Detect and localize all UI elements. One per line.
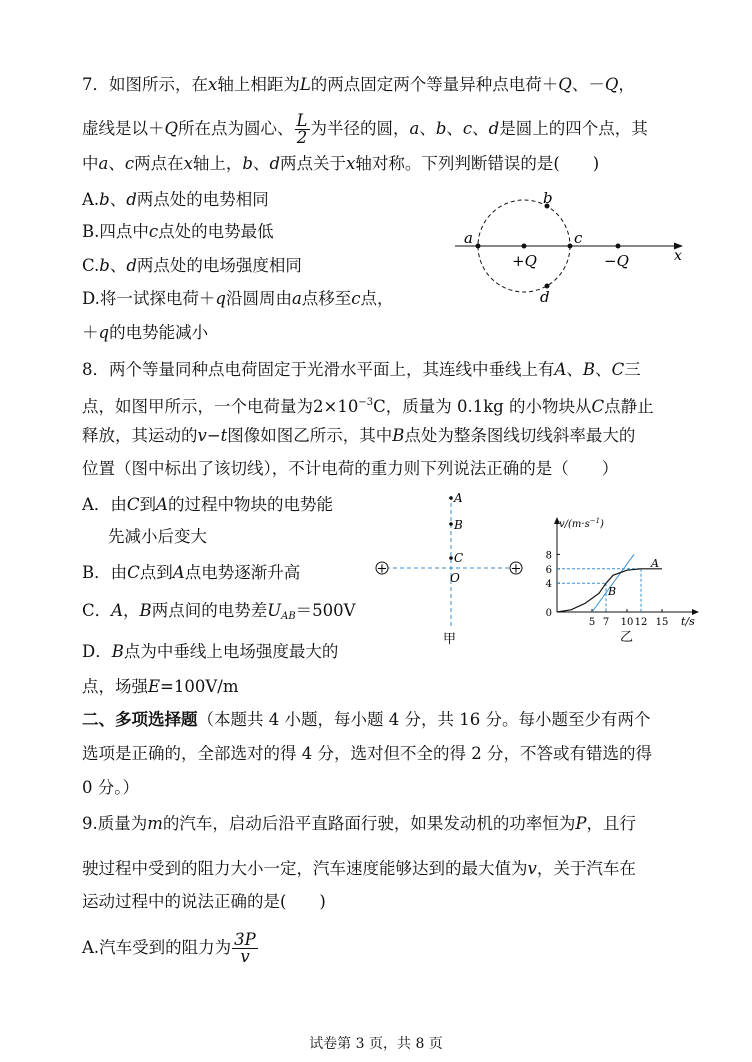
y-tick-label: 0 <box>545 608 552 619</box>
q8-stem-line1: 8．两个等量同种点电荷固定于光滑水平面上，其连线中垂线上有A、B、C三 <box>82 360 641 379</box>
q9-stem-line1: 9.质量为m的汽车，启动后沿平直路面行驶，如果发动机的功率恒为P，且行 <box>82 814 637 833</box>
point-B-label: B <box>608 585 617 599</box>
q7-stem-line3: 中a、c两点在x轴上，b、d两点关于x轴对称。下列判断错误的是( ) <box>82 154 600 173</box>
q7-option-d-line1: D.将一试探电荷＋q沿圆周由a点移至c点， <box>82 289 394 308</box>
x-tick-label: 5 <box>588 617 596 628</box>
label-d: d <box>540 288 550 303</box>
caption-jia: 甲 <box>443 632 457 647</box>
q8-stem-line3: 释放，其运动的v−t图像如图乙所示，其中B点处为整条图线切线斜率最大的 <box>82 426 636 445</box>
x-axis-label: t/s <box>681 615 695 628</box>
point-A-label: A <box>651 556 659 570</box>
label-b: b <box>543 189 553 207</box>
point-c <box>568 244 573 249</box>
q8-figure-jia <box>370 488 535 648</box>
point-B <box>449 522 453 526</box>
q8-option-a-line2: 先减小后变大 <box>108 527 207 546</box>
q7-figure <box>450 188 690 303</box>
q8-option-c: C．A，B两点间的电势差$U_{AB}=500V$ <box>82 601 356 622</box>
label-B: B <box>454 518 463 532</box>
point-a <box>476 244 481 249</box>
q7-option-b: B.四点中c点处的电势最低 <box>82 222 274 241</box>
point-A <box>449 496 453 500</box>
label-O: O <box>450 571 460 585</box>
right-charge-sign: + <box>510 561 522 577</box>
x-tick-label: 12 <box>634 617 648 628</box>
q9-stem-line2: 驶过程中受到的阻力大小一定，汽车速度能够达到的最大值为v，关于汽车在 <box>82 859 636 878</box>
y-axis-label: $v/(m\cdot s^{-1})$ <box>559 517 604 530</box>
y-tick-label: 8 <box>545 550 552 562</box>
label-A: A <box>454 491 463 505</box>
q8-stem-line4: 位置（图中标出了该切线），不计电荷的重力则下列说法正确的是（ ） <box>82 459 619 478</box>
y-tick-label: 6 <box>545 564 552 576</box>
q9-option-a: A.汽车受到的阻力为 $\frac{3P}{v}$ <box>82 930 256 966</box>
left-charge-sign: + <box>376 561 388 577</box>
label-x: x <box>674 248 682 264</box>
q8-option-b: B．由C点到A点电势逐渐升高 <box>82 563 301 582</box>
q8-option-d-line1: D．B点为中垂线上电场强度最大的 <box>82 642 339 661</box>
y-tick-label: 4 <box>545 579 552 591</box>
section2-line3: 0 分。） <box>82 778 139 797</box>
q7-stem-line2: 虚线是以＋Q所在点为圆心、 $\frac{L}{2}$ 为半径的圆，a、b、c、d是圆上的四个点，其 <box>82 111 648 147</box>
q7-stem-line1: 7．如图所示，在x轴上相距为L的两点固定两个等量异种点电荷＋Q、－Q， <box>82 75 635 94</box>
x-tick-label: 7 <box>602 617 610 628</box>
page-footer: 试卷第 3 页，共 8 页 <box>309 1036 443 1052</box>
fraction-3P-over-v: $\frac{3P}{v}$ <box>234 930 256 966</box>
caption-yi: 乙 <box>620 630 634 645</box>
q7-option-c: C.b、d两点处的电场强度相同 <box>82 256 302 275</box>
q8-figure-yi-vt-chart <box>535 510 705 645</box>
section2-line1: 二、多项选择题（本题共 4 小题，每小题 4 分，共 16 分。每小题至少有两个 <box>82 710 651 729</box>
label-plus-q: +Q <box>512 252 537 270</box>
q9-stem-line3: 运动过程中的说法正确的是( ) <box>82 892 326 911</box>
label-c: c <box>574 229 583 247</box>
label-a: a <box>464 229 473 247</box>
fraction-L-over-2: $\frac{L}{2}$ <box>296 111 308 147</box>
x-tick-label: 15 <box>655 617 669 628</box>
section2-line2: 选项是正确的，全部选对的得 4 分，选对但不全的得 2 分，不答或有错选的得 <box>82 744 652 763</box>
q8-stem-line2: 点，如图甲所示，一个电荷量为$2\times 10^{-3}C$，质量为 0.1kg 的小物块从C点静止 <box>82 397 654 416</box>
label-minus-q: −Q <box>604 252 629 270</box>
q8-option-d-line2: 点，场强E=100V/m <box>82 677 239 696</box>
q8-option-a-line1: A．由C到A的过程中物块的电势能 <box>82 495 333 514</box>
q7-option-d-line2: ＋q的电势能减小 <box>82 323 209 342</box>
charge-plus-q <box>522 244 527 249</box>
x-tick-label: 10 <box>620 617 634 628</box>
point-C <box>449 556 453 560</box>
section2-title: 二、多项选择题 <box>82 710 198 729</box>
label-C: C <box>454 551 464 565</box>
charge-minus-q <box>616 244 621 249</box>
q7-option-a: A.b、d两点处的电势相同 <box>82 190 269 209</box>
